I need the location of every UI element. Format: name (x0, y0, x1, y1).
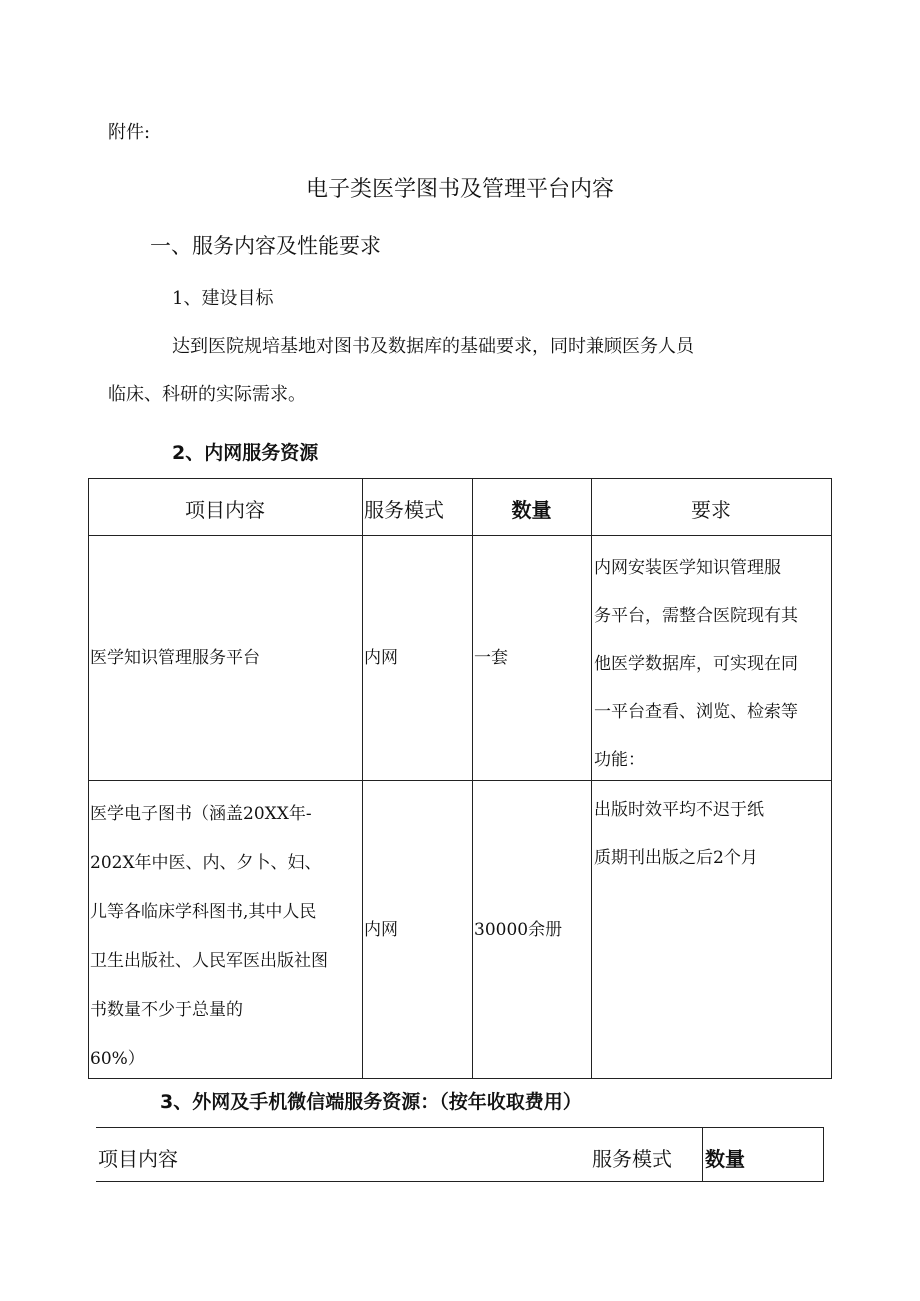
column-header-quantity: 数量 (511, 498, 552, 522)
table-cell-quantity: 一套 (474, 648, 508, 668)
column-header-quantity: 数量 (705, 1147, 745, 1171)
cell-line: 医学电子图书（涵盖20XX年- (90, 804, 312, 824)
table-cell-item (90, 790, 328, 1084)
cell-line: 他医学数据库，可实现在同 (594, 654, 798, 674)
goal-heading: 1、建设目标 (172, 288, 274, 309)
section-1-heading: 一、服务内容及性能要求 (150, 234, 381, 258)
cell-line: 出版时效平均不迟于纸 (594, 800, 764, 820)
table-cell-requirement (594, 544, 798, 784)
table-border (88, 478, 89, 1079)
cell-line: 一平台查看、浏览、检索等 (594, 702, 798, 722)
table-cell-requirement (594, 786, 764, 882)
cell-line: 医学知识管理服务平台 (90, 648, 260, 668)
cell-line: 内网安装医学知识管理服 (594, 558, 781, 578)
table-border (831, 478, 832, 1079)
cell-line: 书数量不少于总量的 (90, 1000, 243, 1020)
table-cell-mode: 内网 (364, 920, 398, 940)
cell-line: 质期刊出版之后2个月 (594, 848, 758, 868)
cell-line: 功能： (594, 750, 645, 770)
table-cell-mode: 内网 (364, 648, 398, 668)
column-header-mode: 服务模式 (592, 1147, 672, 1171)
intranet-heading: 2、内网服务资源 (172, 442, 319, 464)
cell-line: 儿等各临床学科图书,其中人民 (90, 902, 317, 922)
table-border (88, 478, 832, 479)
table-border (96, 1181, 824, 1182)
document-title: 电子类医学图书及管理平台内容 (305, 177, 614, 202)
cell-line: 卫生出版社、人民军医出版社图 (90, 951, 328, 971)
table-border (591, 478, 592, 1079)
column-header-requirement: 要求 (691, 498, 731, 522)
table-border (823, 1127, 824, 1182)
table-cell-quantity: 30000余册 (474, 920, 563, 940)
cell-line: 202X年中医、内、夕卜、妇、 (90, 853, 322, 873)
column-header-item: 项目内容 (98, 1147, 178, 1171)
table-border (472, 478, 473, 1079)
table-border (362, 478, 363, 1079)
cell-line: 务平台，需整合医院现有其 (594, 606, 798, 626)
table-border (88, 535, 832, 536)
table-cell-item (90, 634, 260, 682)
cell-line: 60%） (90, 1049, 145, 1069)
goal-text-line-1: 达到医院规培基地对图书及数据库的基础要求，同时兼顾医务人员 (172, 336, 694, 357)
column-header-item: 项目内容 (185, 498, 265, 522)
table-border (702, 1127, 703, 1182)
table-border (96, 1127, 824, 1128)
column-header-mode: 服务模式 (364, 498, 444, 522)
goal-text-line-2: 临床、科研的实际需求。 (108, 384, 306, 405)
attachment-label: 附件: (108, 122, 151, 143)
extranet-heading: 3、外网及手机微信端服务资源：（按年收取费用） (160, 1091, 582, 1113)
